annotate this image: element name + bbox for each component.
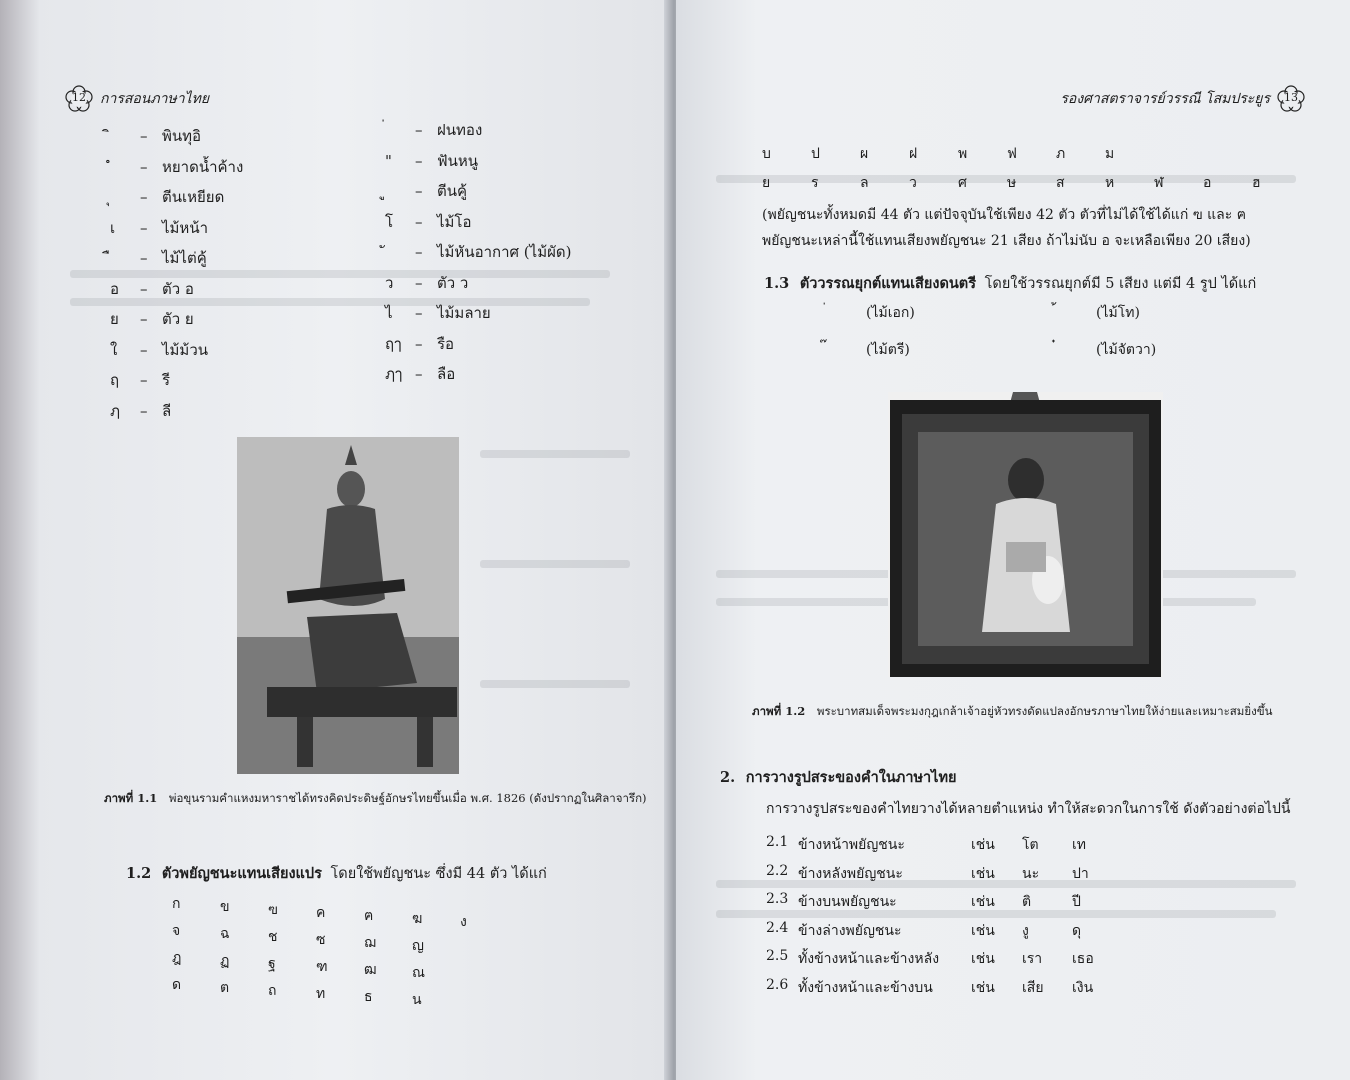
vowel-name: รือ (437, 334, 455, 353)
vowel-name: ตัว ว (437, 273, 469, 292)
vowel-symbol (385, 179, 415, 203)
consonant: พ (958, 146, 968, 162)
vowel-row (385, 149, 478, 173)
section-1-2-heading (126, 862, 547, 885)
tone-name: (ไม้จัตวา) (1096, 342, 1157, 358)
tone-symbol (826, 302, 866, 324)
vowel-row (385, 332, 454, 356)
section-text: โดยใช้วรรณยุกต์มี 5 เสียง แต่มี 4 รูป ได้แก่ (984, 276, 1257, 292)
vowel-row (110, 216, 208, 240)
consonant: ส (1056, 175, 1065, 191)
consonant: ร (811, 175, 819, 191)
consonant: จ (172, 923, 181, 939)
example-label: ทั้งข้างหน้าและข้างบน (798, 979, 933, 996)
vowel-row (110, 277, 194, 301)
consonant: ง (460, 914, 467, 930)
consonant: ณ (412, 965, 425, 981)
example-word-such-as: เช่น (971, 865, 995, 882)
vowel-row (110, 307, 194, 331)
example-word-2: เงิน (1072, 979, 1094, 996)
section-title: การวางรูปสระของคำในภาษาไทย (745, 769, 957, 786)
example-row (766, 891, 1206, 917)
vowel-name: ไม้หน้า (162, 218, 208, 237)
consonant: ย (762, 175, 771, 191)
dash: – (140, 340, 148, 359)
vowel-name: ไม้หันอากาศ (ไม้ผัด) (437, 243, 572, 261)
caption-text: พ่อขุนรามคำแหงมหาราชได้ทรงคิดประดิษฐ์อักษรไทยขึ้นเมื่อ พ.ศ. 1826 (ดังปรากฏในศิลาจารึก) (168, 791, 647, 805)
consonant: ฟ (1007, 146, 1017, 162)
example-word-1: โต (1022, 837, 1039, 853)
consonant: ฉ (220, 926, 230, 942)
vowel-symbol: อ (110, 279, 120, 298)
vowel-name: หยาดน้ำค้าง (162, 157, 244, 176)
example-word-2: เธอ (1072, 951, 1094, 967)
consonant: บ (762, 146, 771, 162)
flower-page-number-icon (1276, 84, 1306, 114)
section-number: 1.3 (764, 275, 790, 292)
dash: – (140, 218, 148, 237)
consonant: ฬ (1154, 175, 1164, 191)
consonant: ผ (860, 146, 869, 162)
example-word-1: ติ (1022, 894, 1032, 910)
section-2-intro: การวางรูปสระของคำไทยวางได้หลายตำแหน่ง ทำให้สะดวกในการใช้ ดังตัวอย่างต่อไปนี้ (766, 801, 1291, 817)
example-word-such-as: เช่น (971, 894, 995, 910)
consonant: ค (316, 905, 326, 921)
vowel-name: ลือ (437, 365, 456, 383)
vowel-row (385, 271, 468, 295)
portrait-photo (888, 392, 1163, 677)
vowel-name: ตีนคู้ (437, 182, 468, 200)
consonant: ซ (316, 932, 326, 948)
example-word-2: เท (1072, 837, 1087, 853)
vowel-row (110, 124, 201, 148)
tone-symbol (1056, 302, 1096, 324)
example-label: ข้างหน้าพยัญชนะ (798, 837, 905, 853)
consonant: ฆ (412, 911, 423, 927)
flower-page-number-icon (64, 84, 94, 114)
dash: – (415, 365, 423, 383)
example-word-1: งู (1022, 922, 1029, 939)
section-1-3-heading (764, 272, 1256, 295)
vowel-row (385, 301, 491, 325)
consonant: ฎ (172, 950, 182, 966)
vowel-name: ไม้โอ (437, 212, 472, 231)
vowel-symbol (110, 246, 140, 270)
figure-1-2-caption (752, 703, 1272, 721)
vowel-symbol: เ (110, 218, 116, 237)
consonant: ฌ (364, 935, 376, 951)
dash: – (415, 212, 423, 231)
vowel-row (385, 240, 571, 264)
consonant: ภ (1056, 146, 1066, 162)
vowel-symbol (385, 240, 415, 264)
dash: – (140, 249, 148, 267)
consonant: อ (1203, 175, 1212, 191)
vowel-row (110, 338, 208, 362)
vowel-symbol: ฦ (110, 401, 120, 420)
figure-label: ภาพที่ 1.2 (752, 704, 806, 718)
bleed-through-text (480, 560, 630, 568)
dash: – (140, 157, 148, 176)
dash: – (415, 121, 423, 139)
dash: – (140, 127, 148, 145)
page-number: 13 (1284, 91, 1298, 104)
vowel-symbol: ย (110, 310, 119, 328)
vowel-name: ฟันหนู (437, 151, 479, 170)
consonant: ฝ (909, 146, 918, 162)
bleed-through-text (480, 450, 630, 458)
consonant: ศ (958, 175, 967, 191)
consonant: ป (811, 146, 820, 162)
vowel-row (385, 179, 467, 203)
vowel-symbol: ฤ (110, 371, 120, 389)
figure-label: ภาพที่ 1.1 (104, 791, 158, 805)
example-number: 2.6 (766, 976, 789, 993)
tone-name: (ไม้ตรี) (866, 342, 910, 358)
consonant: ข (220, 899, 230, 915)
vowel-symbol: ว (385, 273, 394, 292)
example-label: ทั้งข้างหน้าและข้างหลัง (798, 951, 940, 967)
consonant: ด (172, 977, 182, 993)
dash: – (415, 334, 423, 353)
dash: – (415, 243, 423, 261)
dash: – (140, 188, 148, 206)
tone-mark-row (826, 339, 910, 361)
right-page-header (1060, 84, 1306, 114)
consonant: ว (909, 175, 917, 191)
consonant: ฑ (316, 959, 328, 975)
dash: – (140, 371, 148, 389)
left-page (0, 0, 672, 1080)
dash: – (140, 310, 148, 328)
right-page (676, 0, 1350, 1080)
vowel-name: ฝนทอง (437, 121, 483, 139)
page-number: 12 (72, 91, 86, 104)
example-word-2: ปา (1072, 865, 1089, 882)
consonant: ต (220, 980, 230, 996)
vowel-row (110, 368, 170, 392)
vowel-symbol: ฤๅ (385, 334, 402, 353)
dash: – (415, 151, 423, 170)
vowel-symbol (110, 124, 140, 148)
consonant-note: (พยัญชนะทั้งหมดมี 44 ตัว แต่ปัจจุบันใช้เพียง 42 ตัว ตัวที่ไม่ได้ใช้ได้แก่ ฃ และ ฅ พยัญชนะเหล่านี้ใช้แทนเสียงพยัญชนะ 21 เสียง ถ้าไม่นับ อ จะเหลือเพียง 20 เสียง) (762, 207, 1251, 249)
consonant: น (412, 992, 422, 1008)
example-label: ข้างบนพยัญชนะ (798, 894, 897, 910)
example-word-2: ดุ (1072, 922, 1082, 939)
vowel-row (385, 362, 455, 386)
dash: – (415, 182, 423, 200)
vowel-name: รี (162, 371, 171, 389)
consonant: ถ (268, 983, 277, 999)
example-word-2: ปี (1072, 894, 1081, 910)
dash: – (415, 304, 423, 322)
vowel-row (110, 185, 224, 209)
example-word-such-as: เช่น (971, 837, 995, 853)
vowel-row (385, 210, 472, 234)
dash: – (140, 279, 148, 298)
vowel-row (385, 118, 482, 142)
example-word-such-as: เช่น (971, 922, 995, 939)
left-page-header (64, 84, 209, 114)
consonant: ก (172, 896, 181, 912)
consonant: ษ (1007, 175, 1017, 191)
tone-mark-row (1056, 339, 1156, 361)
consonant: ฐ (268, 956, 276, 972)
tone-name: (ไม้โท) (1096, 305, 1140, 321)
section-number: 2. (720, 769, 736, 786)
vowel-name: พินทุอิ (162, 127, 202, 145)
vowel-name: ตัว อ (162, 279, 194, 298)
vowel-name: ตัว ย (162, 310, 194, 328)
example-row (766, 948, 1206, 974)
vowel-name: ไม้ม้วน (162, 340, 208, 359)
section-2-heading (720, 766, 957, 789)
vowel-symbol: ไ (385, 304, 393, 322)
tone-name: (ไม้เอก) (866, 305, 915, 321)
vowel-name: ตีนเหยียด (162, 188, 225, 206)
example-word-1: เสีย (1022, 979, 1044, 996)
caption-text: พระบาทสมเด็จพระมงกุฎเกล้าเจ้าอยู่หัวทรงดัดแปลงอักษรภาษาไทยให้ง่ายและเหมาะสมยิ่งขึ้น (816, 704, 1273, 718)
example-row (766, 863, 1206, 889)
consonant: ธ (364, 989, 373, 1005)
vowel-symbol (385, 118, 415, 142)
consonant: ฒ (364, 962, 377, 978)
consonant: ฅ (364, 908, 374, 924)
example-label: ข้างล่างพยัญชนะ (798, 922, 902, 939)
example-row (766, 834, 1206, 860)
example-number: 2.2 (766, 862, 789, 879)
dash: – (140, 401, 148, 420)
consonant: ฮ (1252, 175, 1261, 191)
vowel-symbol: ใ (110, 340, 118, 359)
section-title: ตัวพยัญชนะแทนเสียงแปร (161, 865, 322, 882)
example-number: 2.3 (766, 891, 789, 907)
header-title: การสอนภาษาไทย (100, 91, 210, 107)
consonant: ท (316, 986, 326, 1002)
example-label: ข้างหลังพยัญชนะ (798, 865, 903, 882)
consonant: ช (268, 929, 278, 945)
vowel-row (110, 399, 171, 423)
vowel-row (110, 155, 243, 179)
example-word-1: เรา (1022, 951, 1043, 967)
example-row (766, 977, 1206, 1003)
consonant: ญ (412, 938, 424, 954)
dash: – (415, 273, 423, 292)
tone-mark-row (1056, 302, 1140, 324)
example-number: 2.1 (766, 834, 789, 850)
tone-symbol (1056, 339, 1096, 361)
vowel-name: ลี (162, 401, 172, 420)
section-title: ตัววรรณยุกต์แทนเสียงดนตรี (799, 275, 976, 292)
vowel-symbol: โ (385, 212, 394, 231)
section-number: 1.2 (126, 865, 152, 882)
vowel-symbol: ฦๅ (385, 365, 403, 383)
vowel-symbol: " (385, 151, 392, 170)
tone-symbol (826, 339, 866, 361)
consonant: ฃ (268, 902, 278, 918)
consonant: ม (1105, 146, 1115, 162)
consonant: ฏ (220, 953, 230, 969)
consonant: ห (1105, 175, 1115, 191)
section-text: โดยใช้พยัญชนะ ซึ่งมี 44 ตัว ได้แก่ (330, 866, 547, 882)
example-word-1: นะ (1022, 865, 1040, 882)
vowel-symbol (110, 185, 140, 209)
statue-photo (237, 437, 459, 774)
example-number: 2.4 (766, 919, 789, 936)
example-number: 2.5 (766, 948, 789, 964)
example-word-such-as: เช่น (971, 951, 995, 967)
vowel-symbol (110, 155, 140, 179)
consonant: ล (860, 175, 869, 191)
figure-1-1-caption (104, 790, 647, 808)
example-row (766, 920, 1206, 946)
tone-mark-row (826, 302, 915, 324)
bleed-through-text (480, 680, 630, 688)
vowel-name: ไม้มลาย (437, 304, 491, 322)
example-word-such-as: เช่น (971, 979, 995, 996)
vowel-name: ไม้ไต่คู้ (162, 249, 207, 267)
page-edge-shadow (0, 0, 40, 1080)
vowel-row (110, 246, 207, 270)
header-author: รองศาสตราจารย์วรรณี โสมประยูร (1060, 91, 1270, 107)
